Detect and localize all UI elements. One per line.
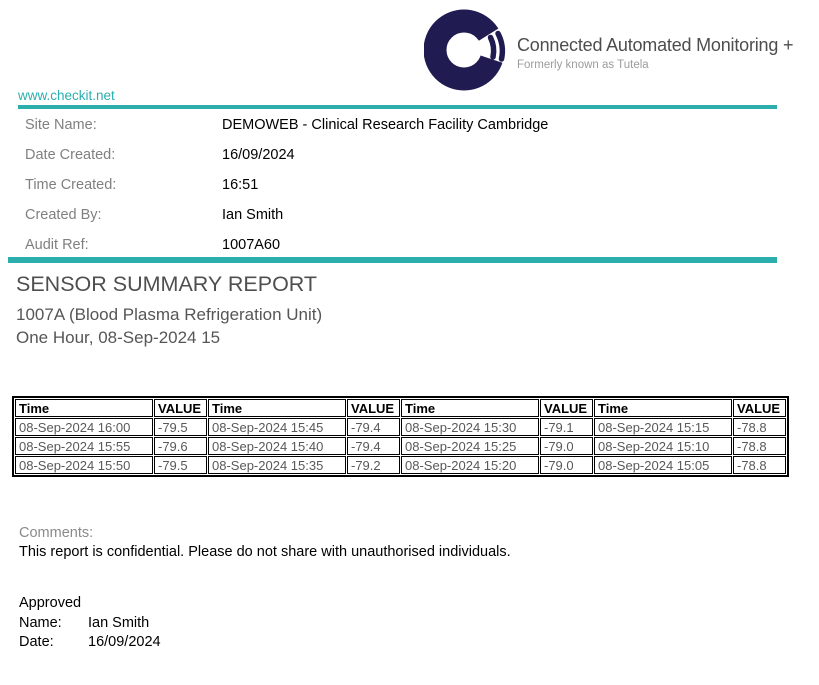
- table-header-cell: Time: [401, 399, 539, 417]
- sensor-readings-table: [12, 396, 789, 477]
- divider-top: [18, 105, 777, 109]
- report-period: One Hour, 08-Sep-2024 15: [16, 328, 221, 347]
- table-header-cell: VALUE: [540, 399, 593, 417]
- table-cell-time: 08-Sep-2024 15:35: [208, 456, 346, 474]
- meta-value: DEMOWEB - Clinical Research Facility Cambridge: [222, 117, 549, 133]
- table-header-cell: VALUE: [154, 399, 207, 417]
- meta-row-date-created: [25, 140, 548, 170]
- table-cell-value: -79.6: [154, 437, 207, 455]
- table-cell-time: 08-Sep-2024 15:30: [401, 418, 539, 436]
- comments-label: Comments:: [19, 525, 94, 541]
- meta-label: Created By:: [25, 207, 102, 223]
- table-cell-time: 08-Sep-2024 15:05: [594, 456, 732, 474]
- website-link[interactable]: www.checkit.net: [18, 88, 115, 103]
- table-row: [15, 456, 786, 474]
- approved-date-label: Date:: [19, 634, 54, 650]
- table-cell-time: 08-Sep-2024 15:40: [208, 437, 346, 455]
- table-header-cell: Time: [594, 399, 732, 417]
- meta-row-created-by: [25, 200, 548, 230]
- table-cell-value: -79.5: [154, 418, 207, 436]
- table-cell-value: -78.8: [733, 437, 786, 455]
- table-cell-value: -79.4: [347, 418, 400, 436]
- meta-label: Site Name:: [25, 117, 97, 133]
- meta-value: 1007A60: [222, 237, 281, 253]
- table-header-cell: VALUE: [347, 399, 400, 417]
- table-cell-value: -78.8: [733, 456, 786, 474]
- table-cell-value: -79.0: [540, 437, 593, 455]
- sensor-name: 1007A (Blood Plasma Refrigeration Unit): [16, 305, 323, 324]
- table-header-row: [15, 399, 786, 417]
- table-cell-time: 08-Sep-2024 15:50: [15, 456, 153, 474]
- meta-label: Date Created:: [25, 147, 116, 163]
- meta-value: Ian Smith: [222, 207, 284, 223]
- brand-logo: [424, 4, 793, 97]
- table-cell-time: 08-Sep-2024 16:00: [15, 418, 153, 436]
- table-cell-time: 08-Sep-2024 15:15: [594, 418, 732, 436]
- table-cell-time: 08-Sep-2024 15:55: [15, 437, 153, 455]
- table-cell-time: 08-Sep-2024 15:45: [208, 418, 346, 436]
- table-cell-time: 08-Sep-2024 15:10: [594, 437, 732, 455]
- approved-name-row: [19, 614, 161, 634]
- table-cell-time: 08-Sep-2024 15:20: [401, 456, 539, 474]
- table-header-cell: Time: [15, 399, 153, 417]
- approved-date-row: [19, 633, 161, 653]
- meta-row-time-created: [25, 170, 548, 200]
- table-cell-value: -79.4: [347, 437, 400, 455]
- brand-title: Connected Automated Monitoring +: [517, 34, 794, 55]
- meta-value: 16/09/2024: [222, 147, 295, 163]
- approved-title: Approved: [19, 595, 82, 611]
- table-header-cell: Time: [208, 399, 346, 417]
- page-title: SENSOR SUMMARY REPORT: [16, 272, 318, 296]
- meta-row-audit-ref: [25, 230, 548, 260]
- table-row: [15, 437, 786, 455]
- report-metadata: [25, 110, 548, 260]
- table-cell-value: -79.1: [540, 418, 593, 436]
- meta-label: Time Created:: [25, 177, 117, 193]
- brand-subtitle: Formerly known as Tutela: [517, 58, 649, 71]
- table-cell-value: -79.0: [540, 456, 593, 474]
- approved-name-value: Ian Smith: [88, 614, 150, 631]
- table-header-cell: VALUE: [733, 399, 786, 417]
- table-cell-value: -79.2: [347, 456, 400, 474]
- approved-date-value: 16/09/2024: [88, 634, 161, 650]
- comments-text: This report is confidential. Please do not share with unauthorised individuals.: [19, 544, 511, 560]
- approval-section: [19, 594, 161, 653]
- meta-label: Audit Ref:: [25, 237, 89, 253]
- table-cell-time: 08-Sep-2024 15:25: [401, 437, 539, 455]
- report-title-block: [16, 272, 322, 349]
- brand-text: [517, 35, 793, 71]
- meta-value: 16:51: [222, 177, 259, 193]
- table-row: [15, 418, 786, 436]
- approved-name-label: Name:: [19, 614, 62, 631]
- meta-row-site-name: [25, 110, 548, 140]
- cam-logo-icon: [424, 4, 508, 97]
- table-cell-value: -79.5: [154, 456, 207, 474]
- table-cell-value: -78.8: [733, 418, 786, 436]
- comments-section: [19, 524, 511, 562]
